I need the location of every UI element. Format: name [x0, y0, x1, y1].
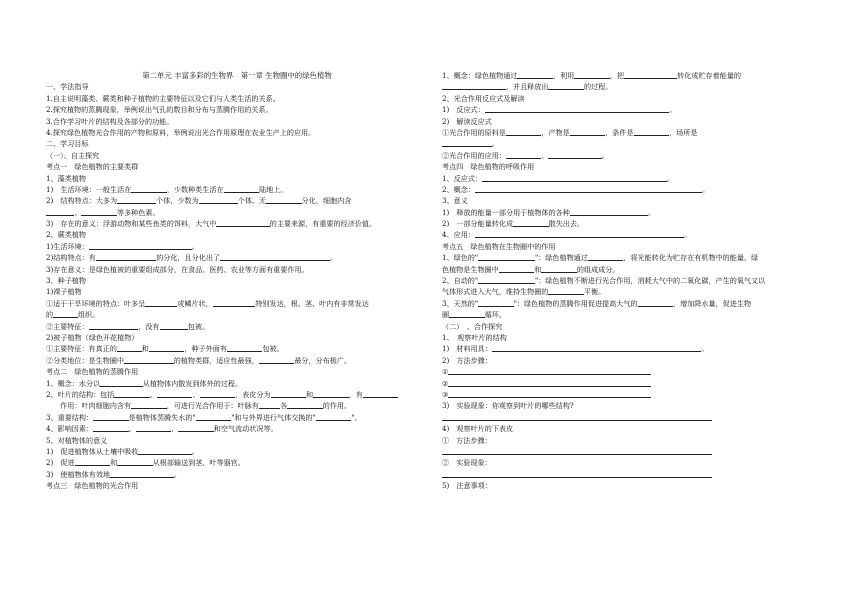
- text-line: ②: [442, 378, 812, 389]
- text-line: 1、反应式： 。: [442, 173, 674, 183]
- blank-line: [624, 70, 677, 79]
- text-line: 考点二 绿色植物的蒸腾作用: [46, 367, 139, 377]
- text-line: 2) 结构特点：大多为 个体，少数为 个体。无 分化，细胞内含: [46, 196, 352, 206]
- text-line: 1) 促进植物体从土壤中吸收 。: [46, 446, 199, 456]
- text-line: ③: [442, 389, 812, 400]
- text-line: ①适于干旱环境的特点：叶多呈 或鳞片状， 特别发达，根、茎、叶内有非常发达: [46, 298, 369, 308]
- text-line: 4、影响因素： 、 、 和空气流动状况等。: [46, 424, 278, 434]
- blank-line: [506, 127, 542, 136]
- blank-line: [485, 104, 670, 113]
- blank-line: [157, 389, 193, 398]
- text-line: 1、 观察叶片的结构: [442, 332, 507, 342]
- text-line: 3、种子植物: [46, 276, 86, 286]
- text-line: 2) 解读反应式: [442, 116, 492, 126]
- blank-line: [313, 389, 349, 398]
- blank-line: [541, 264, 577, 273]
- text-line: 1.自主说明藻类、蕨类和种子植物的主要特征以及它们与人类生活的关系。: [46, 93, 280, 103]
- blank-line: [478, 275, 535, 284]
- text-line: ①: [442, 366, 812, 377]
- blank-line: [131, 400, 167, 409]
- text-line: 2、叶片的结构：包括 、 、 ，表皮分为 和 ，有: [46, 389, 428, 400]
- blank-line: [570, 207, 648, 216]
- blank-line: [448, 378, 650, 387]
- blank-line: [492, 343, 701, 352]
- text-line: 1) 生活环境：一般生活在 ，少数种类生活在 陆地上。: [46, 184, 288, 194]
- blank-line: [117, 457, 153, 466]
- blank-line: [96, 252, 156, 261]
- text-line: 色植物是生物圈中 和 的组成成分。: [442, 264, 620, 274]
- text-line: 圈 循环。: [442, 310, 506, 320]
- text-line: 5) 注意事项：: [442, 481, 492, 491]
- blank-line: [442, 446, 712, 455]
- blank-line: [570, 127, 606, 136]
- text-line: （二） 、合作探究: [442, 321, 503, 331]
- blank-line: [259, 355, 295, 364]
- text-line: 1) 反应式： 。: [442, 105, 677, 115]
- blank-line: [200, 389, 236, 398]
- blank-line: [216, 218, 269, 227]
- text-line: 2)结构特点：有 的分化，且分化出了 。: [46, 253, 338, 263]
- blank-line: [506, 150, 542, 159]
- blank-line: [124, 355, 174, 364]
- blank-line: [259, 400, 280, 409]
- text-line: （一）、自主探究: [46, 150, 100, 160]
- text-line: 1、绿色的" "：绿色植物通过 ，将光能转化为贮存在有机物中的能量，绿: [442, 253, 759, 263]
- text-line: 气体形式进入大气，维持生物圈的 平衡。: [442, 287, 606, 297]
- text-line: 二、学习目标: [46, 139, 89, 149]
- text-line: 3.合作学习叶片的结构及各部分的功能。: [46, 116, 174, 126]
- left-column: [46, 70, 428, 491]
- blank-line: [89, 321, 139, 330]
- blank-line: [634, 127, 670, 136]
- text-line: ，并且释放出 的过程。: [442, 81, 812, 92]
- text-line: ②主要特征： ，没有 包被。: [46, 321, 210, 331]
- blank-line: [117, 195, 156, 204]
- blank-line: [499, 264, 535, 273]
- text-line: 2) 方法步骤：: [442, 355, 492, 365]
- blank-line: [136, 423, 172, 432]
- blank-line: [100, 378, 143, 387]
- blank-line: [442, 138, 492, 147]
- text-line: 考点三 绿色植物的光合作用: [46, 481, 139, 491]
- text-line: ②分类地位：是生物圈中 的植物类群，适应性最强， 最分，分布极广。: [46, 355, 352, 365]
- text-line: ②光合作用的应用： 、 。: [442, 150, 609, 160]
- text-line: 2.探究植物的蒸腾现象，举例说出气孔的数目和分布与蒸腾作用的关系。: [46, 105, 273, 115]
- page-title: 第二单元 丰富多彩的生物界 第一章 生物圈中的绿色植物: [142, 71, 332, 80]
- text-line: ①光合作用的原料是 ，产物是 ，条件是 ，场所是: [442, 127, 698, 137]
- blank-line: [548, 286, 584, 295]
- text-line: 考点四 绿色植物的呼吸作用: [442, 162, 535, 172]
- blank-line: [482, 173, 667, 182]
- text-line: 1)裸子植物: [46, 287, 82, 297]
- text-line: [442, 446, 812, 457]
- text-line: 3、意义: [442, 196, 468, 206]
- blank-line: [196, 412, 232, 421]
- blank-line: [316, 412, 352, 421]
- text-line: [442, 412, 812, 423]
- blank-line: [46, 207, 74, 216]
- blank-line: [81, 207, 117, 216]
- blank-line: [117, 343, 142, 352]
- blank-line: [574, 70, 610, 79]
- blank-line: [271, 389, 307, 398]
- text-line: 1) 材料用具： 。: [442, 344, 709, 354]
- text-line: 2、自动的" "：绿色植物不断进行光合作用，消耗大气中的二氧化碳，产生的氧气又以: [442, 276, 766, 286]
- blank-line: [287, 400, 323, 409]
- blank-line: [478, 298, 514, 307]
- blank-line: [131, 184, 167, 193]
- right-column: [442, 70, 812, 491]
- blank-line: [548, 150, 601, 159]
- blank-line: [138, 446, 191, 455]
- blank-line: [442, 412, 712, 421]
- text-line: 4、应用： 。: [442, 230, 692, 240]
- text-line: 1、藻类植物: [46, 173, 86, 183]
- text-line: 4.探究绿色植物光合作用的产物和原料，举例说出光合作用原理在农业生产上的应用。: [46, 127, 316, 137]
- blank-line: [145, 298, 177, 307]
- blank-line: [93, 423, 129, 432]
- blank-line: [517, 70, 553, 79]
- text-line: 。: [442, 138, 812, 149]
- text-line: 5、对植物体的意义: [46, 435, 108, 445]
- blank-line: [89, 241, 192, 250]
- text-line: 1) 释放的能量一部分用于植物体的各种 。: [442, 207, 656, 217]
- blank-line: [363, 389, 399, 398]
- blank-line: [199, 195, 238, 204]
- text-line: 2、概念： 。: [442, 184, 710, 194]
- blank-line: [53, 309, 78, 318]
- blank-line: [638, 298, 674, 307]
- blank-line: [213, 298, 256, 307]
- blank-line: [75, 457, 111, 466]
- blank-line: [588, 252, 624, 261]
- text-line: ① 方法步骤：: [442, 435, 492, 445]
- text-line: ② 实验现象：: [442, 458, 492, 468]
- blank-line: [448, 389, 650, 398]
- blank-line: [178, 423, 214, 432]
- blank-line: [110, 469, 174, 478]
- blank-line: [513, 218, 549, 227]
- text-line: 3)存在意义：是绿色植被的重要组成部分，在食品、医药、农业等方面有重要作用。: [46, 264, 309, 274]
- blank-line: [149, 343, 185, 352]
- blank-line: [548, 81, 584, 90]
- text-line: [442, 469, 812, 480]
- text-line: 3) 实验现象：你观察到叶片的哪些结构?: [442, 401, 574, 411]
- blank-line: [114, 389, 150, 398]
- text-line: 1、概念：水分以 从植物体内散发到体外的过程。: [46, 378, 243, 388]
- blank-line: [266, 195, 302, 204]
- text-line: 1、概念：绿色植物通过 ，利用 ，把 转化成贮存着能量的: [442, 71, 742, 80]
- text-line: 考点五 绿色植物在生物圈中的作用: [442, 241, 556, 251]
- text-line: 2、光合作用反应式及解读: [442, 93, 525, 103]
- text-line: 考点一 绿色植物的主要类群: [46, 162, 139, 172]
- text-line: 作用：叶肉细胞内含有 ，可进行光合作用于：叶脉有 各 的作用。: [46, 401, 352, 411]
- blank-line: [220, 252, 330, 261]
- blank-line: [224, 184, 260, 193]
- blank-line: [442, 469, 712, 478]
- text-line: 4) 观察叶片的下表皮: [442, 424, 514, 434]
- text-line: 1)生活环境： 。: [46, 241, 199, 251]
- text-line: 3、天然的" "：绿色植物的蒸腾作用促进提高大气的 ，增加降水量，促进生物: [442, 298, 752, 308]
- text-line: ①主要特征：有真正的 和 ，种子外面有 包被。: [46, 344, 284, 354]
- text-line: 2)被子植物（绿色开花植物）: [46, 332, 139, 342]
- text-line: 3、重要结构： 是植物体蒸腾失水的" "和与外界进行气体交换的" "。: [46, 412, 362, 422]
- blank-line: [478, 252, 535, 261]
- blank-line: [227, 343, 263, 352]
- blank-line: [475, 229, 684, 238]
- text-line: 2) 促进 和 从根部输送到茎、叶等器官。: [46, 458, 245, 468]
- text-line: 、 等多种色素。: [46, 207, 428, 218]
- blank-line: [160, 321, 188, 330]
- blank-line: [475, 184, 702, 193]
- blank-line: [442, 81, 506, 90]
- text-line: 2、蕨类植物: [46, 230, 86, 240]
- text-line: 3) 使植物体有效地 。: [46, 469, 182, 479]
- text-line: 3) 存在的意义：浮游动物和某些鱼类的饵料，大气中 的主要来源，有重要的经济价值。: [46, 219, 377, 229]
- blank-line: [93, 412, 129, 421]
- blank-line: [449, 309, 485, 318]
- text-line: 2) 一部分能量转化成 散失出去。: [442, 219, 585, 229]
- text-line: 的 组织。: [46, 310, 100, 320]
- text-line: 一、学法指导: [46, 82, 89, 92]
- blank-line: [448, 366, 650, 375]
